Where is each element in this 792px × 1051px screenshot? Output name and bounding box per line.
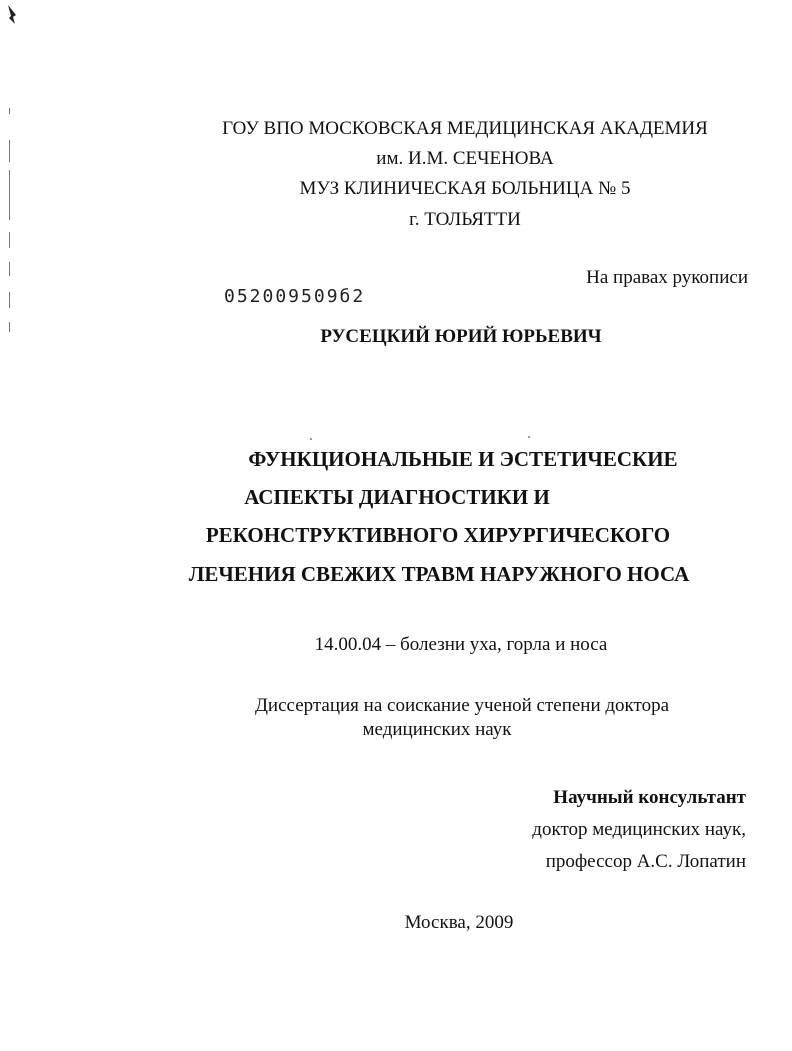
organization-line-1: ГОУ ВПО МОСКОВСКАЯ МЕДИЦИНСКАЯ АКАДЕМИЯ [222,118,708,139]
registration-number-stamp: 052009509б2 [224,286,366,307]
consultant-degree: доктор медицинских наук, [532,819,746,840]
manuscript-note: На правах рукописи [586,267,748,288]
scan-edge-line [9,232,10,248]
scan-speck [310,438,312,440]
consultant-name: профессор А.С. Лопатин [545,851,746,872]
author-name: РУСЕЦКИЙ ЮРИЙ ЮРЬЕВИЧ [320,326,602,347]
organization-line-4: г. ТОЛЬЯТТИ [409,209,521,230]
scan-corner-mark-icon [6,4,20,26]
thesis-title-line-4: ЛЕЧЕНИЯ СВЕЖИХ ТРАВМ НАРУЖНОГО НОСА [188,562,690,586]
thesis-title-line-1: ФУНКЦИОНАЛЬНЫЕ И ЭСТЕТИЧЕСКИЕ [248,447,678,471]
degree-line-2: медицинских наук [362,719,512,740]
organization-line-2: им. И.М. СЕЧЕНОВА [376,148,554,169]
specialty-code: 14.00.04 – болезни уха, горла и носа [314,634,608,655]
degree-line-1: Диссертация на соискание ученой степени доктора [254,695,670,716]
place-and-year: Москва, 2009 [404,912,514,933]
thesis-title-line-3: РЕКОНСТРУКТИВНОГО ХИРУРГИЧЕСКОГО [205,523,671,547]
scan-edge-line [9,108,10,114]
consultant-heading: Научный консультант [553,787,746,808]
scan-speck [528,436,530,438]
organization-line-3: МУЗ КЛИНИЧЕСКАЯ БОЛЬНИЦА № 5 [299,178,631,199]
thesis-title-line-2: АСПЕКТЫ ДИАГНОСТИКИ И [244,485,550,509]
scan-edge-line [9,292,10,308]
scan-edge-line [9,262,10,276]
